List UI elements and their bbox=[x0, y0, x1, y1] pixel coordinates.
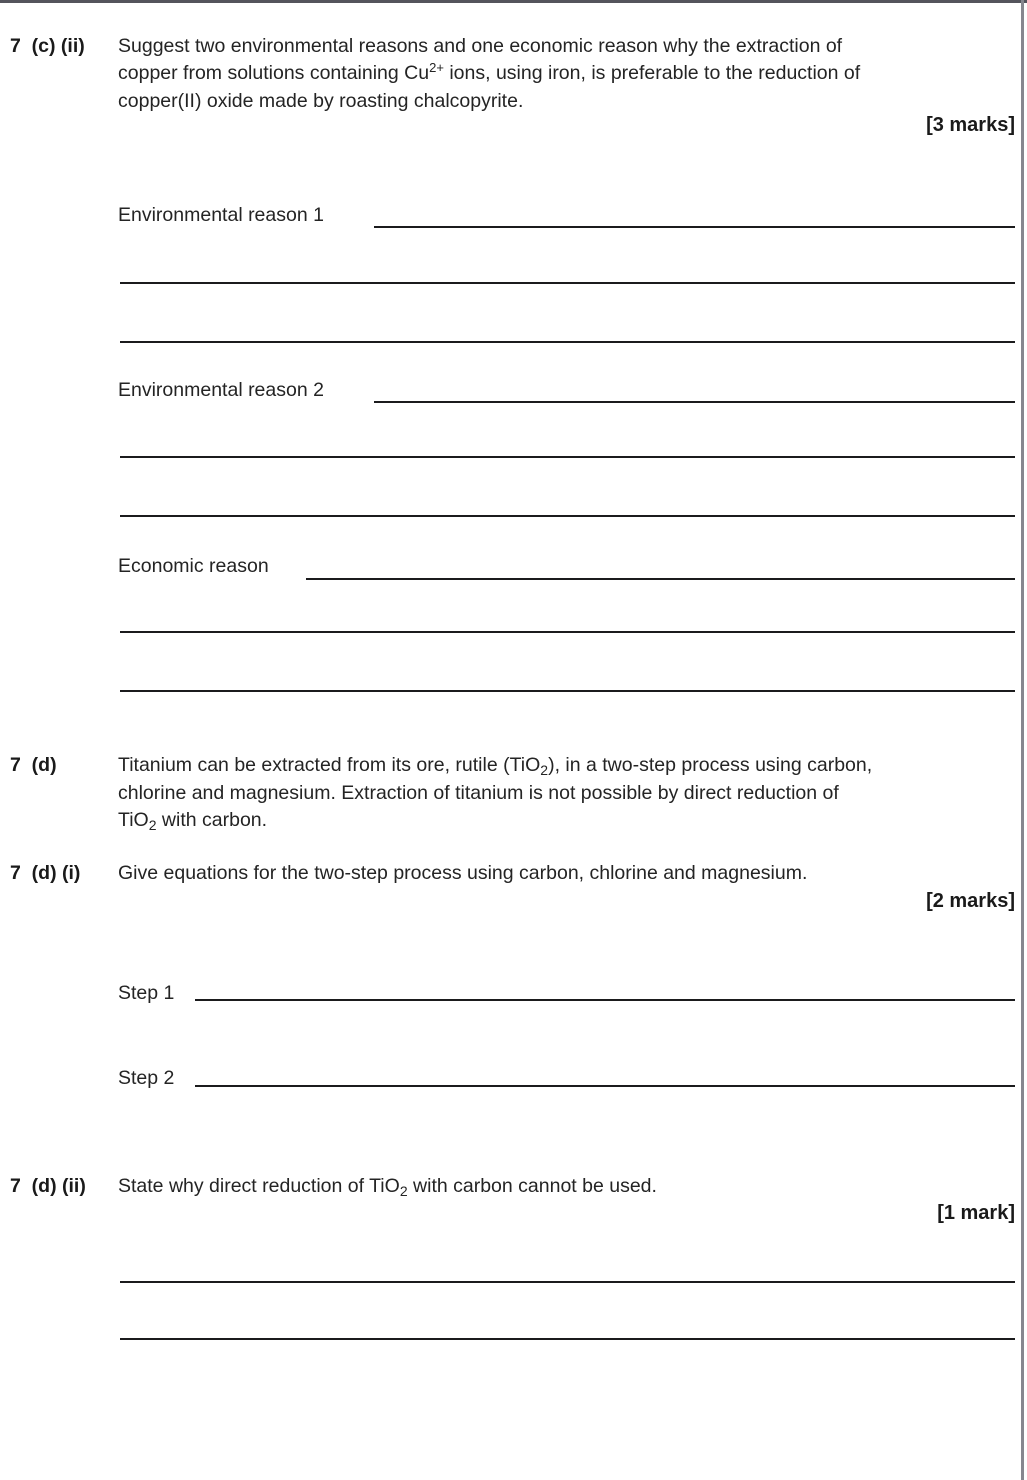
answer-line bbox=[195, 999, 1015, 1001]
question-7cii-line2 bbox=[118, 60, 860, 87]
answer-line bbox=[120, 515, 1015, 517]
marks-badge-7dii: [1 mark] bbox=[937, 1202, 1015, 1224]
text-segment: TiO bbox=[118, 809, 149, 831]
question-number-7cii: 7 (c) (ii) bbox=[10, 35, 85, 57]
page-top-border bbox=[0, 0, 1027, 3]
question-7d-line1 bbox=[118, 752, 872, 779]
text-segment: Titanium can be extracted from its ore, rutile (TiO bbox=[118, 754, 541, 776]
answer-line bbox=[195, 1085, 1015, 1087]
question-7cii-line3: copper(II) oxide made by roasting chalcopyrite. bbox=[118, 90, 524, 112]
answer-line bbox=[120, 341, 1015, 343]
step-2-label: Step 2 bbox=[118, 1067, 175, 1089]
question-7d-line3 bbox=[118, 807, 267, 834]
page-right-border bbox=[1021, 0, 1024, 1480]
env-reason-1-label: Environmental reason 1 bbox=[118, 204, 324, 226]
subscript-2: 2 bbox=[148, 817, 157, 833]
subscript-2: 2 bbox=[540, 762, 549, 778]
text-segment: ), in a two-step process using carbon, bbox=[548, 754, 873, 776]
answer-line bbox=[120, 631, 1015, 633]
text-segment: with carbon cannot be used. bbox=[407, 1175, 657, 1197]
question-number-7di: 7 (d) (i) bbox=[10, 862, 81, 884]
step-1-label: Step 1 bbox=[118, 982, 175, 1004]
superscript-charge: 2+ bbox=[429, 60, 444, 75]
env-reason-2-label: Environmental reason 2 bbox=[118, 379, 324, 401]
text-segment: copper from solutions containing Cu bbox=[118, 62, 430, 84]
text-segment: State why direct reduction of TiO bbox=[118, 1175, 400, 1197]
marks-badge-7cii: [3 marks] bbox=[926, 114, 1015, 136]
answer-line bbox=[374, 226, 1015, 228]
question-7cii-line1: Suggest two environmental reasons and one economic reason why the extraction of bbox=[118, 35, 843, 57]
answer-line bbox=[120, 456, 1015, 458]
answer-line bbox=[374, 401, 1015, 403]
economic-reason-label: Economic reason bbox=[118, 555, 269, 577]
text-segment: ions, using iron, is preferable to the reduction of bbox=[443, 62, 861, 84]
answer-line bbox=[120, 1281, 1015, 1283]
question-7d-line2: chlorine and magnesium. Extraction of titanium is not possible by direct reduction of bbox=[118, 782, 839, 804]
answer-line bbox=[120, 1338, 1015, 1340]
answer-line bbox=[120, 690, 1015, 692]
answer-line bbox=[306, 578, 1015, 580]
answer-line bbox=[120, 282, 1015, 284]
subscript-2: 2 bbox=[399, 1183, 408, 1199]
question-7di-line1: Give equations for the two-step process using carbon, chlorine and magnesium. bbox=[118, 862, 808, 884]
question-7dii-line1 bbox=[118, 1173, 657, 1200]
question-number-7dii: 7 (d) (ii) bbox=[10, 1175, 86, 1197]
text-segment: with carbon. bbox=[156, 809, 268, 831]
marks-badge-7di: [2 marks] bbox=[926, 890, 1015, 912]
question-number-7d: 7 (d) bbox=[10, 754, 57, 776]
